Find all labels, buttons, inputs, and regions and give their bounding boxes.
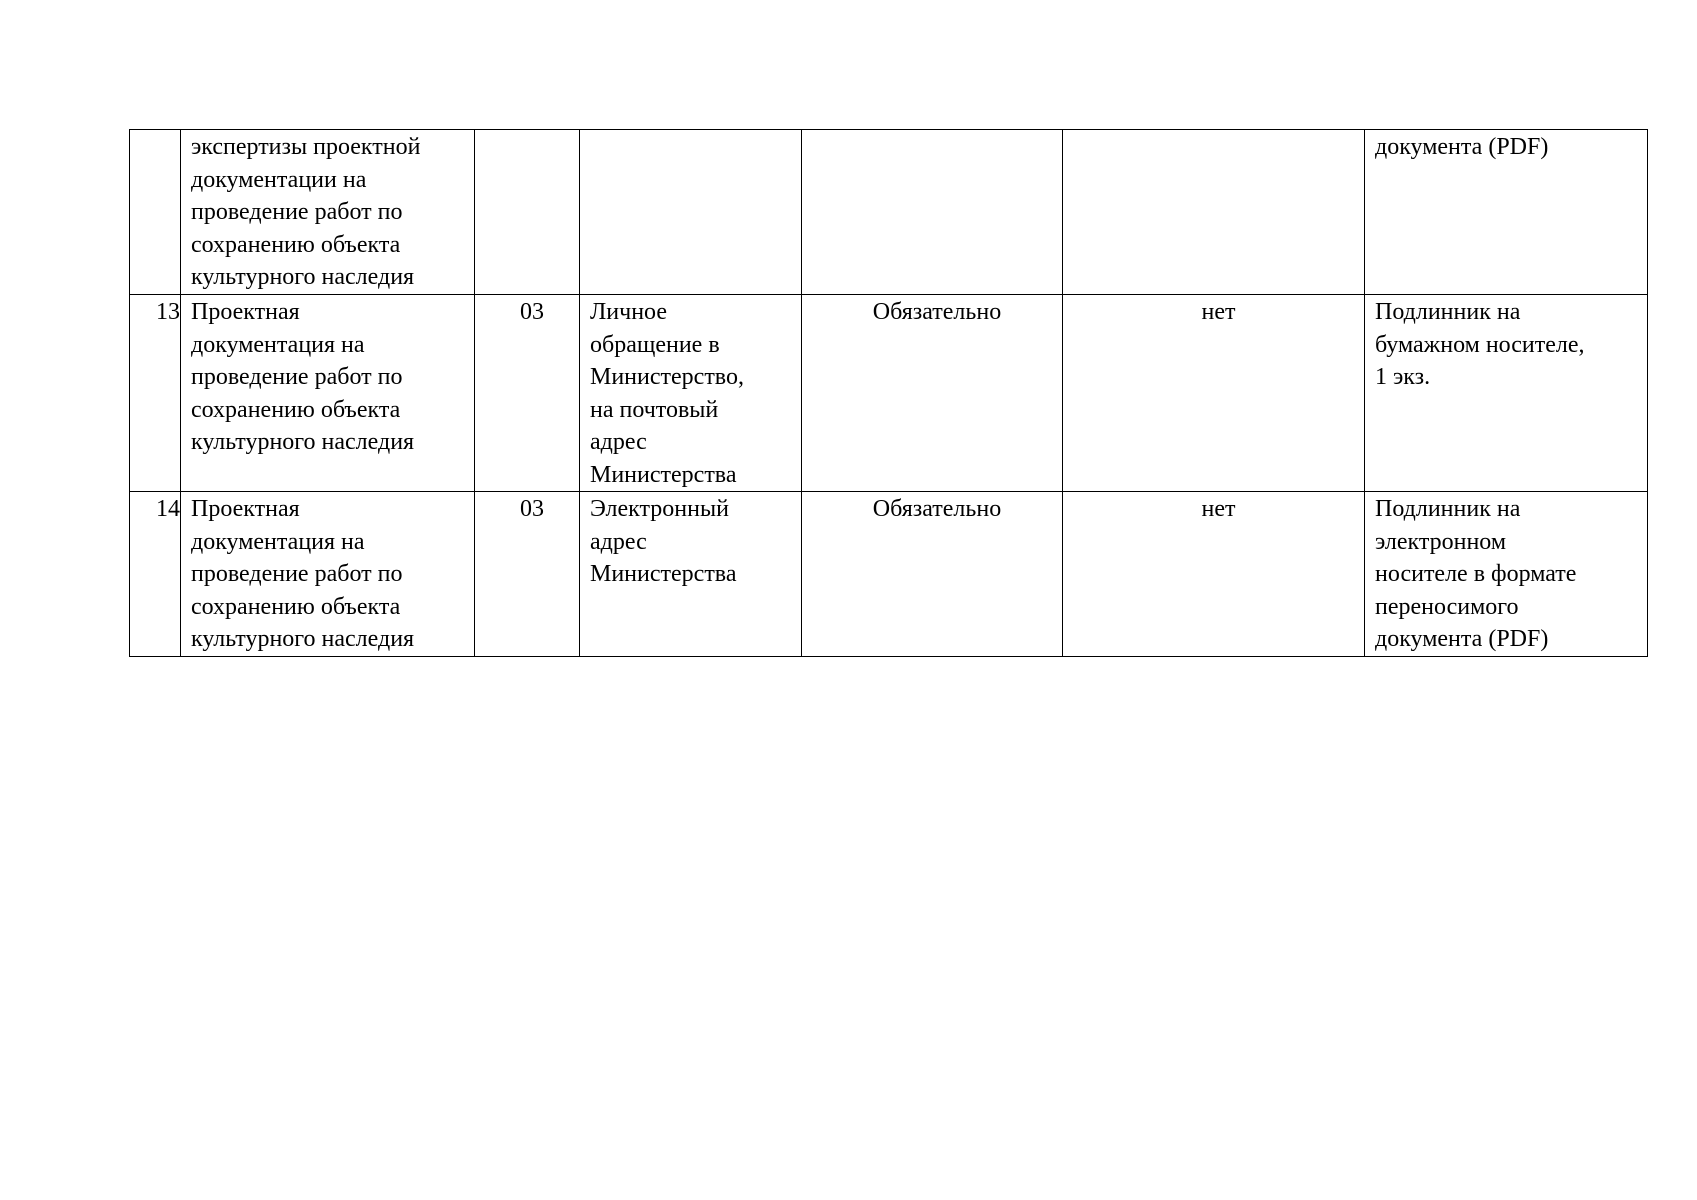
documents-table — [129, 129, 1648, 657]
payment: нет — [1063, 492, 1365, 657]
row-number: 14 — [130, 492, 181, 657]
document-form: документа (PDF) — [1365, 130, 1648, 295]
document-code — [475, 130, 580, 295]
submission-method: Электронный адрес Министерства — [580, 492, 802, 657]
submission-method: Личное обращение в Министерство, на почтовый адрес Министерства — [580, 295, 802, 492]
table-row — [130, 295, 1648, 492]
payment: нет — [1063, 295, 1365, 492]
requirement: Обязательно — [802, 492, 1063, 657]
document-form: Подлинник на электронном носителе в формате переносимого документа (PDF) — [1365, 492, 1648, 657]
requirement — [802, 130, 1063, 295]
table-row — [130, 130, 1648, 295]
document-code: 03 — [475, 295, 580, 492]
table-row — [130, 492, 1648, 657]
requirement: Обязательно — [802, 295, 1063, 492]
payment — [1063, 130, 1365, 295]
submission-method — [580, 130, 802, 295]
row-number: 13 — [130, 295, 181, 492]
document-form: Подлинник на бумажном носителе, 1 экз. — [1365, 295, 1648, 492]
document-code: 03 — [475, 492, 580, 657]
row-number — [130, 130, 181, 295]
document-name: Проектная документация на проведение работ по сохранению объекта культурного наследия — [181, 295, 475, 492]
document-name: Проектная документация на проведение работ по сохранению объекта культурного наследия — [181, 492, 475, 657]
document-name: экспертизы проектной документации на проведение работ по сохранению объекта культурного наследия — [181, 130, 475, 295]
